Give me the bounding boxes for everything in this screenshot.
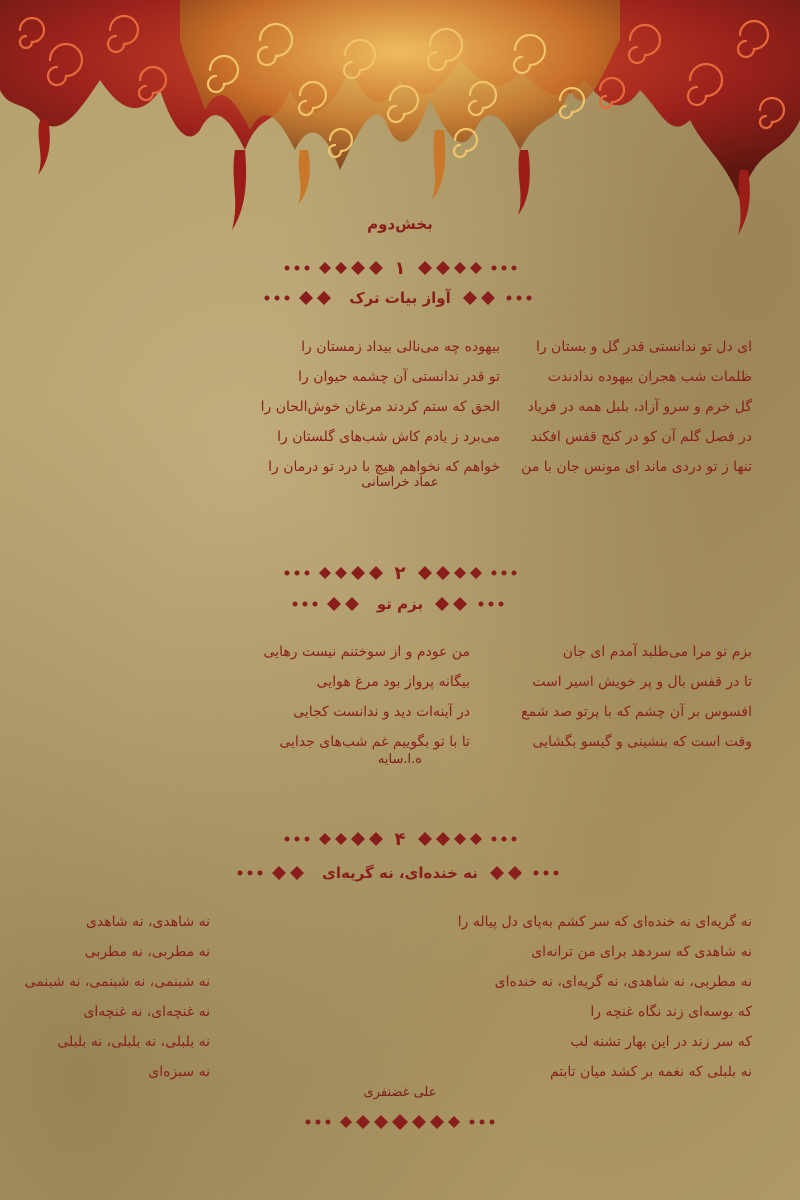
verse-line: نه مطربی، نه شاهدی، نه گریه‌ای، نه خنده‌ای [494,974,752,990]
poem-number: ١ [394,257,406,279]
verse-line: گل خرم و سرو آزاد، بلبل همه در فریاد [527,399,752,415]
diamond-dot-divider-icon [459,291,539,305]
diamond-dot-divider-icon [261,291,341,305]
verse-line: نه غنچه‌ای، نه غنچه‌ای [83,1004,210,1020]
diamond-dot-divider-icon [279,832,389,846]
verse-line: تا با تو بگوییم غم شب‌های جدایی [279,734,470,750]
poem-number-divider [0,826,800,852]
poet-name: علی غضنفری [363,1085,437,1100]
poem-title: نه خنده‌ای، نه گریه‌ای [322,864,478,882]
poem-number-divider [0,560,800,586]
poet-name: ه.ا.سایه [377,752,423,767]
verse-line: افسوس بر آن چشم که با پرتو صد شمع [521,704,752,720]
poem-number: ٢ [394,562,406,584]
poem-2-right-column [452,637,752,757]
poem-title: بزم تو [376,595,424,613]
verse-line: تا در قفس بال و پر خویش اسیر است [532,674,752,690]
poem-3-right-column [372,907,752,1087]
verse-line: می‌برد ز یادم کاش شب‌های گلستان را [277,429,500,445]
verse-line: نه بلبلی، نه بلبلی، نه بلبلی [57,1034,210,1050]
verse-line: نه بلبلی که نغمه بر کشد میان تابتم [549,1064,752,1080]
verse-line: نه مطربی، نه مطربی [84,944,210,960]
verse-line: بزم تو مرا می‌طلبد آمدم ای جان [562,644,752,660]
diamond-dot-divider-icon [431,597,511,611]
closing-divider [0,1112,800,1132]
poem-2-left-column [170,637,470,757]
verse-line: خواهم که نخواهم هیچ با درد تو درمان را [268,459,500,475]
diamond-dot-divider-icon [300,1114,500,1130]
section-label: بخش‌دوم [367,215,433,233]
verse-line: وقت است که بنشینی و گیسو بگشایی [532,734,752,750]
verse-line: نه گریه‌ای نه خنده‌ای که سر کشم به‌پای دل پیاله را [457,914,752,930]
verse-line: نه سبزه‌ای [148,1064,210,1080]
verse-line: نه شبنمی، نه شبنمی، نه شبنمی [24,974,210,990]
verse-line: که بوسه‌ای زند نگاه غنچه را [590,1004,752,1020]
verse-line: تنها ز تو دردی ماند ای مونس جان با من [521,459,752,475]
verse-line: که سر زند در این بهار تشنه لب [570,1034,752,1050]
poem-3-left-column [24,907,210,1087]
poem-number-divider [0,255,800,281]
verse-line: الحق که ستم کردند مرغان خوش‌الحان را [260,399,500,415]
verse-line: ظلمات شب هجران بیهوده ندادندت [547,369,752,385]
diamond-dot-divider-icon [412,261,522,275]
verse-line: بیهوده چه می‌نالی بیداد زمستان را [301,339,500,355]
verse-line: بیگانه پرواز بود مرغ هوایی [316,674,470,690]
poem-title-row [0,286,800,310]
verse-line: من عودم و از سوختنم نیست رهایی [263,644,470,660]
verse-line: ای دل تو ندانستی قدر گل و بستان را [535,339,752,355]
diamond-dot-divider-icon [234,866,314,880]
diamond-dot-divider-icon [279,566,389,580]
diamond-dot-divider-icon [412,566,522,580]
diamond-dot-divider-icon [289,597,369,611]
verse-line: در فصل گلم آن کو در کنج قفس افکند [530,429,752,445]
verse-line: تو قدر ندانستی آن چشمه حیوان را [298,369,500,385]
verse-line: نه شاهدی که سردهد برای من ترانه‌ای [531,944,752,960]
poem-title-row [0,592,800,616]
diamond-dot-divider-icon [279,261,389,275]
poem-1-right-column [422,332,752,482]
poem-title-row [0,861,800,885]
poet-name: عماد خراسانی [361,475,439,490]
poem-title: آواز بیات ترک [349,289,451,307]
diamond-dot-divider-icon [412,832,522,846]
verse-line: در آینه‌ات دید و ندانست کجایی [293,704,470,720]
poem-number: ۴ [394,828,406,850]
verse-line: نه شاهدی، نه شاهدی [85,914,210,930]
diamond-dot-divider-icon [486,866,566,880]
